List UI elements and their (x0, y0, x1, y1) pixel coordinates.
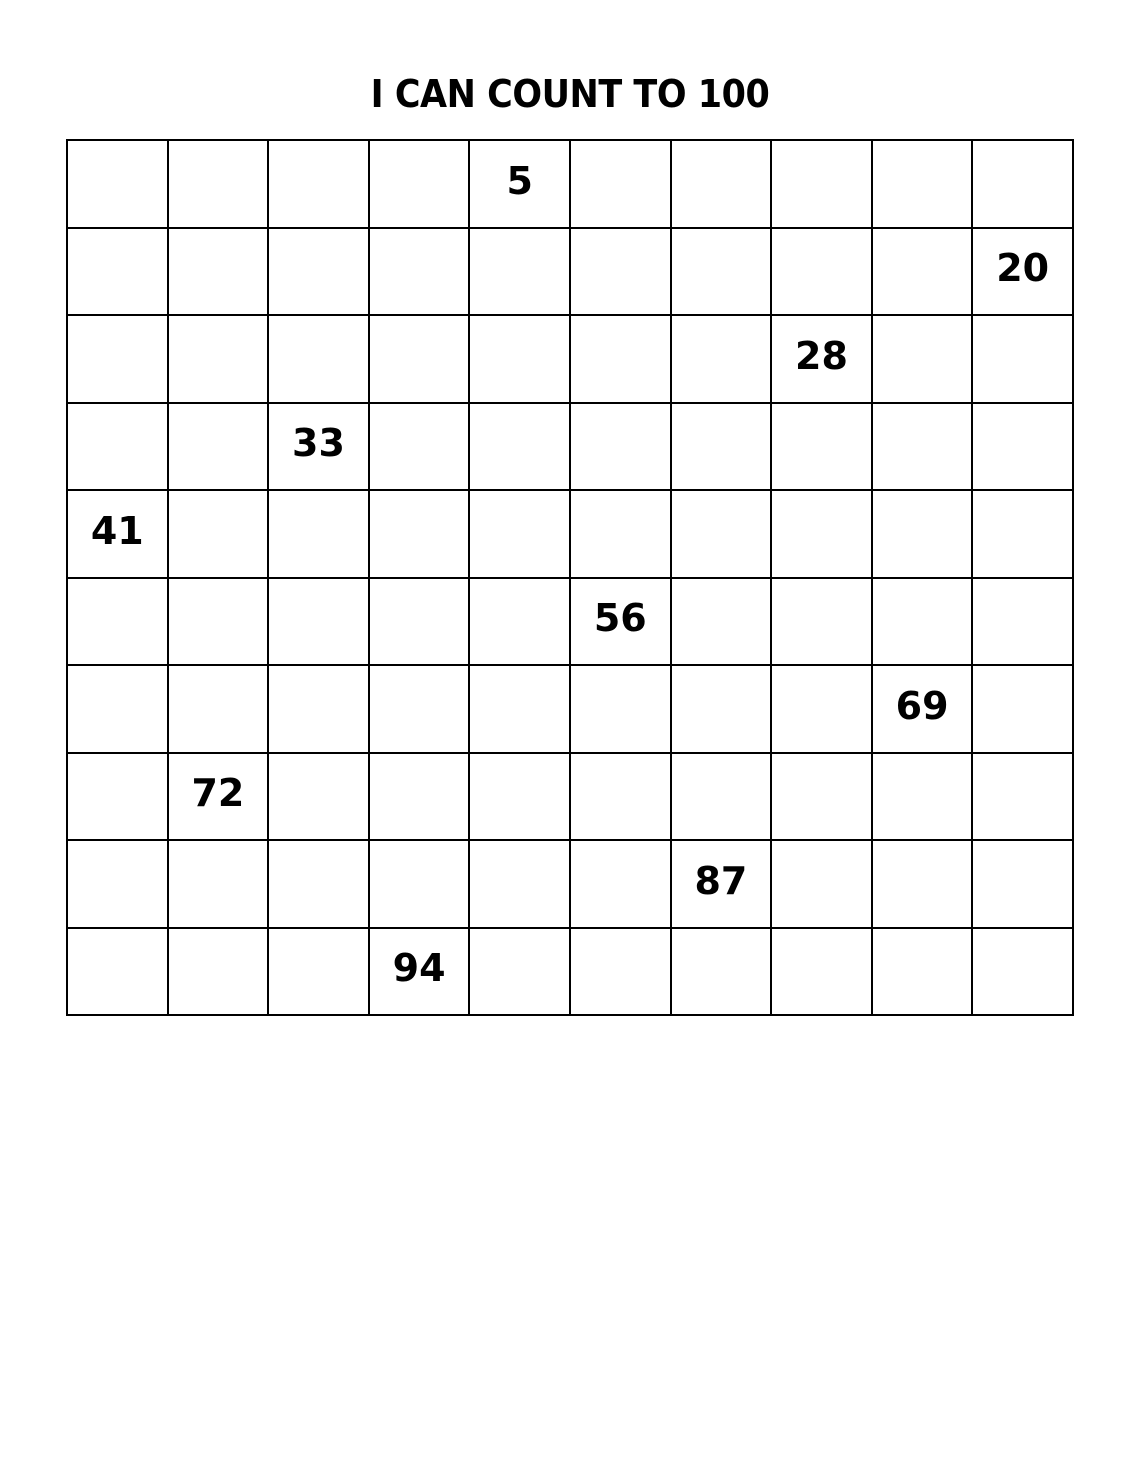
grid-cell-blank[interactable] (571, 404, 672, 492)
grid-cell-blank[interactable] (370, 579, 471, 667)
grid-cell-blank[interactable] (370, 841, 471, 929)
grid-cell-blank[interactable] (571, 141, 672, 229)
grid-cell-blank[interactable] (873, 229, 974, 317)
grid-cell-blank[interactable] (772, 929, 873, 1017)
grid-cell-blank[interactable] (169, 316, 270, 404)
grid-cell-blank[interactable] (672, 404, 773, 492)
grid-cell-blank[interactable] (169, 841, 270, 929)
grid-cell-blank[interactable] (873, 754, 974, 842)
grid-cell-given: 28 (772, 316, 873, 404)
grid-cell-blank[interactable] (873, 491, 974, 579)
grid-cell-blank[interactable] (269, 141, 370, 229)
grid-cell-blank[interactable] (370, 491, 471, 579)
grid-cell-blank[interactable] (68, 404, 169, 492)
grid-cell-blank[interactable] (370, 316, 471, 404)
grid-cell-blank[interactable] (772, 229, 873, 317)
grid-cell-blank[interactable] (571, 841, 672, 929)
grid-cell-blank[interactable] (370, 404, 471, 492)
grid-cell-blank[interactable] (973, 316, 1074, 404)
hundreds-grid (66, 139, 1074, 1016)
grid-cell-given: 20 (973, 229, 1074, 317)
page-title: I CAN COUNT TO 100 (370, 72, 770, 116)
grid-cell-blank[interactable] (571, 666, 672, 754)
grid-cell-blank[interactable] (672, 754, 773, 842)
grid-cell-blank[interactable] (269, 841, 370, 929)
grid-cell-blank[interactable] (873, 316, 974, 404)
grid-cell-blank[interactable] (68, 666, 169, 754)
grid-cell-blank[interactable] (571, 929, 672, 1017)
grid-cell-blank[interactable] (873, 929, 974, 1017)
grid-cell-blank[interactable] (973, 579, 1074, 667)
grid-cell-blank[interactable] (973, 929, 1074, 1017)
grid-cell-blank[interactable] (672, 141, 773, 229)
grid-cell-blank[interactable] (772, 841, 873, 929)
grid-cell-blank[interactable] (169, 929, 270, 1017)
grid-cell-blank[interactable] (269, 754, 370, 842)
grid-cell-blank[interactable] (772, 666, 873, 754)
grid-cell-blank[interactable] (873, 841, 974, 929)
grid-cell-blank[interactable] (269, 929, 370, 1017)
grid-cell-blank[interactable] (169, 579, 270, 667)
grid-cell-given: 69 (873, 666, 974, 754)
grid-cell-blank[interactable] (470, 491, 571, 579)
grid-cell-blank[interactable] (370, 666, 471, 754)
grid-cell-blank[interactable] (68, 579, 169, 667)
grid-cell-blank[interactable] (68, 141, 169, 229)
grid-cell-blank[interactable] (269, 579, 370, 667)
grid-cell-blank[interactable] (672, 929, 773, 1017)
grid-cell-blank[interactable] (370, 229, 471, 317)
grid-cell-given: 41 (68, 491, 169, 579)
grid-cell-blank[interactable] (672, 229, 773, 317)
grid-cell-blank[interactable] (470, 841, 571, 929)
grid-cell-blank[interactable] (672, 316, 773, 404)
grid-cell-given: 33 (269, 404, 370, 492)
grid-cell-blank[interactable] (68, 841, 169, 929)
grid-cell-blank[interactable] (571, 754, 672, 842)
grid-cell-blank[interactable] (873, 404, 974, 492)
grid-cell-blank[interactable] (169, 404, 270, 492)
grid-cell-blank[interactable] (470, 579, 571, 667)
grid-cell-blank[interactable] (973, 841, 1074, 929)
grid-cell-blank[interactable] (772, 491, 873, 579)
grid-cell-blank[interactable] (269, 229, 370, 317)
grid-cell-blank[interactable] (672, 666, 773, 754)
grid-cell-blank[interactable] (571, 316, 672, 404)
grid-cell-blank[interactable] (772, 404, 873, 492)
grid-cell-blank[interactable] (470, 404, 571, 492)
grid-cell-blank[interactable] (269, 491, 370, 579)
grid-cell-blank[interactable] (772, 754, 873, 842)
grid-cell-blank[interactable] (973, 666, 1074, 754)
grid-cell-blank[interactable] (672, 491, 773, 579)
grid-cell-blank[interactable] (68, 316, 169, 404)
grid-cell-blank[interactable] (873, 141, 974, 229)
grid-cell-blank[interactable] (470, 929, 571, 1017)
grid-cell-blank[interactable] (973, 404, 1074, 492)
grid-cell-blank[interactable] (470, 754, 571, 842)
grid-cell-blank[interactable] (973, 141, 1074, 229)
grid-cell-blank[interactable] (169, 491, 270, 579)
grid-cell-blank[interactable] (370, 141, 471, 229)
grid-cell-blank[interactable] (370, 754, 471, 842)
grid-cell-given: 56 (571, 579, 672, 667)
grid-cell-blank[interactable] (672, 579, 773, 667)
grid-cell-blank[interactable] (973, 754, 1074, 842)
grid-cell-blank[interactable] (269, 316, 370, 404)
grid-cell-blank[interactable] (68, 229, 169, 317)
grid-cell-blank[interactable] (772, 579, 873, 667)
grid-cell-blank[interactable] (571, 491, 672, 579)
grid-cell-given: 87 (672, 841, 773, 929)
grid-cell-given: 94 (370, 929, 471, 1017)
grid-cell-given: 5 (470, 141, 571, 229)
grid-cell-blank[interactable] (68, 754, 169, 842)
grid-cell-blank[interactable] (772, 141, 873, 229)
grid-cell-blank[interactable] (470, 316, 571, 404)
grid-cell-blank[interactable] (169, 141, 270, 229)
grid-cell-blank[interactable] (470, 229, 571, 317)
grid-cell-blank[interactable] (269, 666, 370, 754)
grid-cell-blank[interactable] (169, 666, 270, 754)
grid-cell-blank[interactable] (68, 929, 169, 1017)
grid-cell-blank[interactable] (470, 666, 571, 754)
grid-cell-blank[interactable] (169, 229, 270, 317)
grid-cell-blank[interactable] (973, 491, 1074, 579)
grid-cell-blank[interactable] (873, 579, 974, 667)
grid-cell-given: 72 (169, 754, 270, 842)
grid-cell-blank[interactable] (571, 229, 672, 317)
